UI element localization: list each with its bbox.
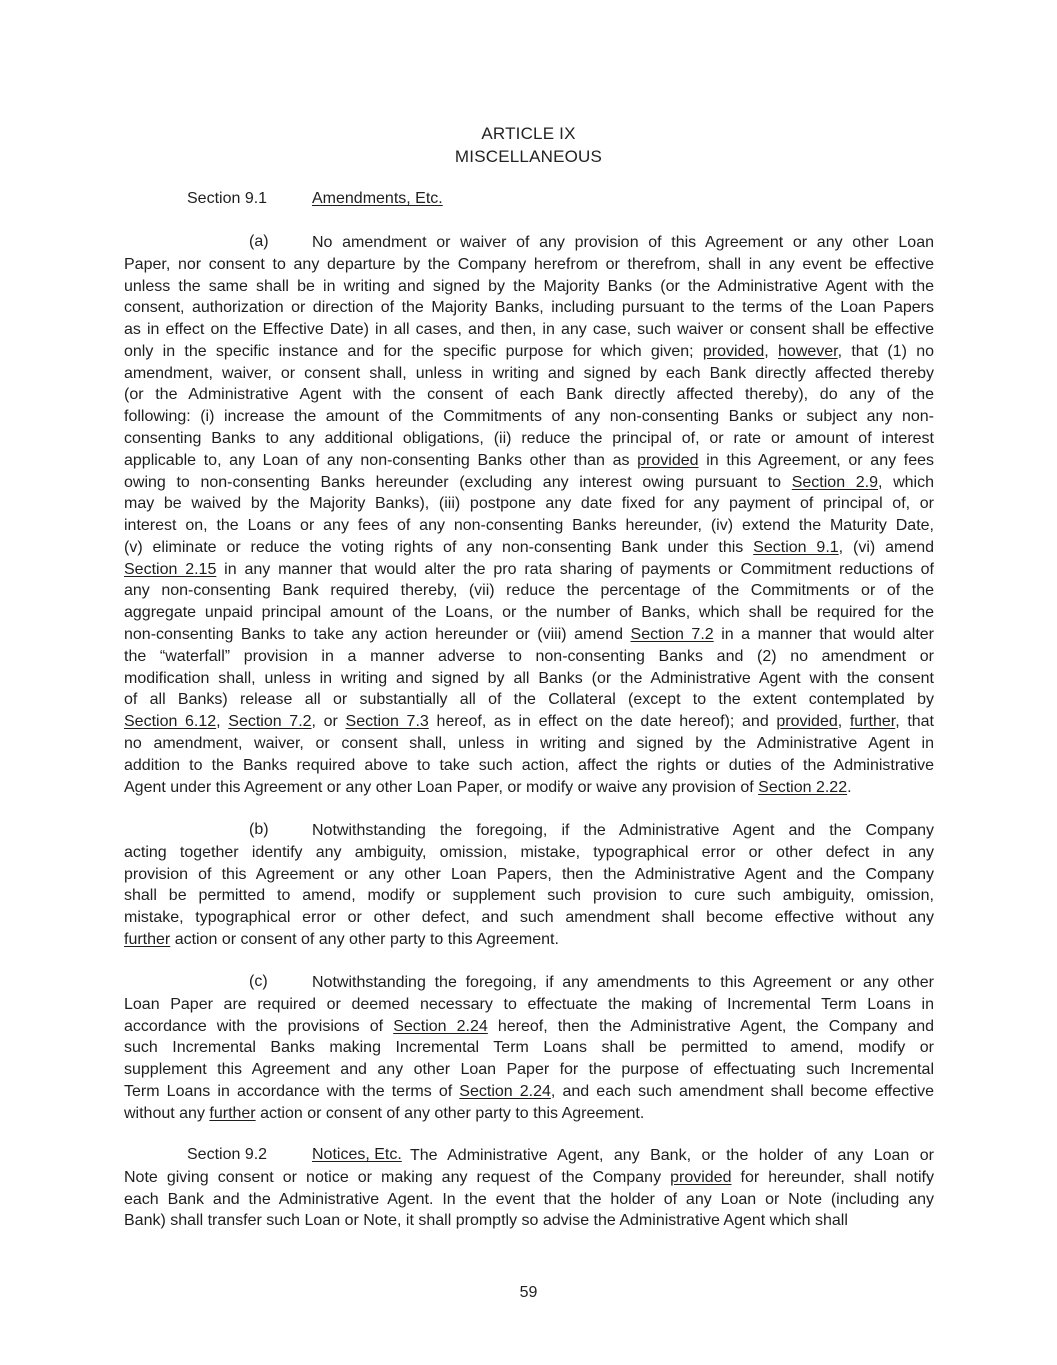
text-line: only in the specific instance and for the specific purpose for which given; provided, however, that (1) no xyxy=(124,342,934,360)
cross-reference: provided xyxy=(637,451,699,469)
para-a-label: (a) xyxy=(249,233,269,250)
text-line: mistake, typographical error or other defect, and such amendment shall become effective without any xyxy=(124,909,934,927)
text-line: Paper, nor consent to any departure by the Company herefrom or therefrom, shall in any event be effective xyxy=(124,255,934,273)
text-line: acting together identify any ambiguity, omission, mistake, typographical error or other defect in any xyxy=(124,843,934,861)
cross-reference: provided xyxy=(702,342,765,360)
page-number: 59 xyxy=(519,1284,538,1301)
cross-reference: however xyxy=(778,342,838,360)
text-line: provision of this Agreement or any other Loan Papers, then the Administrative Agent and the Company xyxy=(124,865,934,883)
text-line: without any further action or consent of any other party to this Agreement. xyxy=(124,1104,645,1122)
article-number: ARTICLE IX xyxy=(481,124,576,143)
section-9-1-title: Amendments, Etc. xyxy=(312,190,443,207)
text-line: applicable to, any Loan of any non-consenting Banks other than as provided in this Agreement, or any fees xyxy=(124,451,934,469)
cross-reference: Section 7.2 xyxy=(228,713,312,731)
text-line: Bank) shall transfer such Loan or Note, it shall promptly so advise the Administrative Agent which shall xyxy=(124,1212,848,1230)
article-title: MISCELLANEOUS xyxy=(454,147,603,166)
text-line: consent, authorization or direction of the Majority Banks, including pursuant to the terms of the Loan Papers xyxy=(124,299,934,317)
text-line: addition to the Banks required above to take such action, affect the rights or duties of the Administrative xyxy=(124,756,934,774)
cross-reference: Section 7.2 xyxy=(630,626,714,644)
cross-reference: Section 7.3 xyxy=(345,713,429,731)
text-line: modification shall, unless in writing and signed by all Banks (or the Administrative Agent with the consent xyxy=(124,669,934,687)
text-line: owing to non-consenting Banks hereunder (excluding any interest owing pursuant to Section 2.9, which xyxy=(124,473,935,491)
text-line: Term Loans in accordance with the terms of Section 2.24, and each such amendment shall become effective xyxy=(124,1083,934,1100)
cross-reference: provided xyxy=(670,1168,732,1186)
section-9-2-title: Notices, Etc. xyxy=(312,1146,402,1163)
text-line: as in effect on the Effective Date) in all cases, and then, in any case, such waiver or consent shall be effective xyxy=(124,321,934,339)
text-line: supplement this Agreement and any other Loan Paper for the purpose of effectuating such Incremental xyxy=(124,1061,934,1079)
text-line: Notwithstanding the foregoing, if any amendments to this Agreement or any other xyxy=(312,974,934,991)
cross-reference: Section 2.15 xyxy=(124,560,217,578)
text-line: consenting Banks to any additional obligations, (ii) reduce the principal of, or rate or amount of interest xyxy=(124,430,934,448)
cross-reference: Section 6.12 xyxy=(124,713,217,731)
text-line: of all Banks) release all or substantially all of the Collateral (except to the extent contemplated by xyxy=(124,691,934,709)
text-line: further action or consent of any other party to this Agreement. xyxy=(124,931,559,948)
text-line: such Incremental Banks making Incremental Term Loans shall be permitted to amend, modify or xyxy=(124,1039,934,1057)
cross-reference: further xyxy=(124,931,171,948)
text-line: non-consenting Banks to take any action hereunder or (viii) amend Section 7.2 in a manner that would alter xyxy=(124,626,935,644)
section-9-2-number: Section 9.2 xyxy=(187,1146,268,1163)
text-line: may be waived by the Majority Banks), (iii) postpone any date fixed for any payment of principal of, or xyxy=(124,495,934,513)
text-line: accordance with the provisions of Section 2.24 hereof, then the Administrative Agent, the Company and xyxy=(124,1017,935,1035)
text-line: (v) eliminate or reduce the voting rights of any non-consenting Bank under this Section 9.1, (vi) amend xyxy=(124,538,935,556)
cross-reference: further xyxy=(209,1104,256,1122)
text-line: shall be permitted to amend, modify or supplement such provision to cure such ambiguity, omission, xyxy=(124,887,934,905)
text-line: Agent under this Agreement or any other Loan Paper, or modify or waive any provision of Section 2.22. xyxy=(124,778,852,796)
text-line: Loan Paper are required or deemed necessary to effectuate the making of Incremental Term Loans in xyxy=(124,995,934,1013)
text-line: following: (i) increase the amount of the Commitments of any non-consenting Banks or subject any non- xyxy=(124,408,934,426)
text-line: Note giving consent or notice or making any request of the Company provided for hereunder, shall notify xyxy=(124,1168,935,1186)
text-line: Notwithstanding the foregoing, if the Administrative Agent and the Company xyxy=(312,822,934,839)
text-line: amendment, waiver, or consent shall, unless in writing and signed by each Bank directly affected thereby xyxy=(124,364,934,382)
text-line: The Administrative Agent, any Bank, or the holder of any Loan or xyxy=(410,1147,934,1164)
para-c-label: (c) xyxy=(249,973,268,990)
text-line: Section 6.12, Section 7.2, or Section 7.3 hereof, as in effect on the date hereof); and provided, further, that xyxy=(124,713,935,731)
text-line: unless the same shall be in writing and signed by the Majority Banks (or the Administrative Agent with the xyxy=(124,277,934,295)
text-line: Section 2.15 in any manner that would alter the pro rata sharing of payments or Commitment reductions of xyxy=(124,560,935,578)
cross-reference: Section 2.9 xyxy=(791,473,878,491)
section-9-1-number: Section 9.1 xyxy=(187,190,268,207)
text-line: No amendment or waiver of any provision of this Agreement or any other Loan xyxy=(312,234,934,251)
text-line: each Bank and the Administrative Agent. In the event that the holder of any Loan or Note (including any xyxy=(124,1190,934,1208)
cross-reference: provided xyxy=(776,713,838,731)
text-line: the “waterfall” provision in a manner adverse to non-consenting Banks and (2) no amendment or xyxy=(124,647,934,665)
text-line: (or the Administrative Agent with the consent of each Bank directly affected thereby), do any of the xyxy=(124,386,934,404)
cross-reference: Section 9.1 xyxy=(753,538,839,556)
cross-reference: Section 2.22 xyxy=(758,778,848,796)
cross-reference: Section 2.24 xyxy=(393,1017,488,1035)
text-line: any non-consenting Bank required thereby, (vii) reduce the percentage of the Commitments or of the xyxy=(124,582,934,600)
para-b-label: (b) xyxy=(249,821,269,838)
text-line: interest on, the Loans or any fees of any non-consenting Banks hereunder, (iv) extend the Maturity Date, xyxy=(124,517,934,535)
text-line: no amendment, waiver, or consent shall, unless in writing and signed by the Administrative Agent in xyxy=(124,734,934,752)
cross-reference: further xyxy=(849,713,896,731)
cross-reference: Section 2.24 xyxy=(459,1083,551,1100)
text-line: aggregate unpaid principal amount of the Loans, or the number of Banks, which shall be required for the xyxy=(124,604,934,622)
